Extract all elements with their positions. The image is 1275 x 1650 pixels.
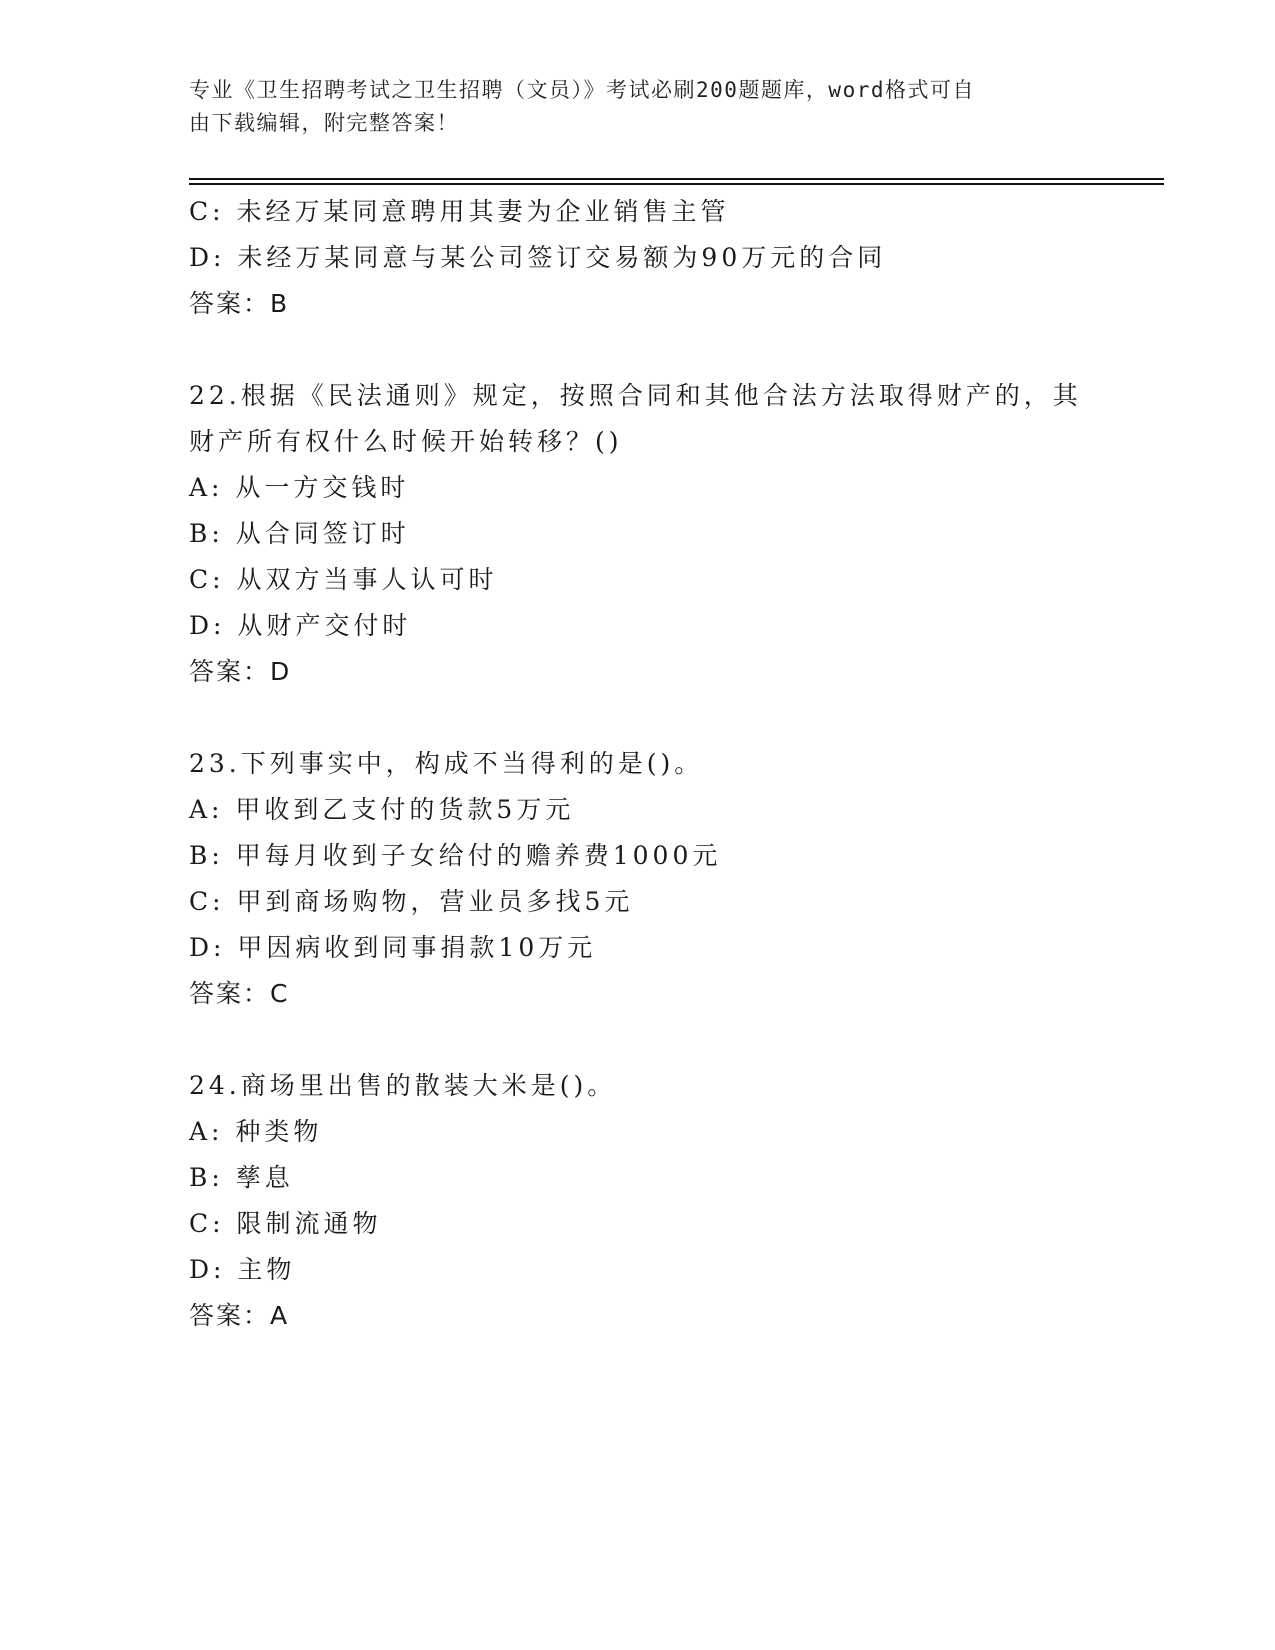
- spacer: [189, 327, 1089, 373]
- q22-option-a: A: 从一方交钱时: [189, 473, 410, 502]
- q23-answer: 答案：C: [189, 979, 290, 1008]
- q24-option-a: A: 种类物: [189, 1117, 323, 1146]
- spacer: [189, 695, 1089, 741]
- q23-option-d: D: 甲因病收到同事捐款10万元: [189, 933, 597, 962]
- header-divider-bottom: [189, 183, 1164, 185]
- q24-option-c: C: 限制流通物: [189, 1209, 382, 1238]
- header-line-1: 专业《卫生招聘考试之卫生招聘（文员）》考试必刷200题题库，word格式可自: [189, 78, 975, 102]
- q21-option-c: C: 未经万某同意聘用其妻为企业销售主管: [189, 197, 730, 226]
- q22-option-d: D: 从财产交付时: [189, 611, 412, 640]
- q22-stem-line-1: 22.根据《民法通则》规定，按照合同和其他合法方法取得财产的，其: [189, 381, 1082, 410]
- q23-option-a: A: 甲收到乙支付的货款5万元: [189, 795, 575, 824]
- q21-answer: 答案：B: [189, 289, 290, 318]
- q22-option-c: C: 从双方当事人认可时: [189, 565, 498, 594]
- q22-option-b: B: 从合同签订时: [189, 519, 410, 548]
- header-line-2: 由下载编辑，附完整答案！: [189, 111, 459, 135]
- q23-stem: 23.下列事实中，构成不当得利的是()。: [189, 749, 704, 778]
- q24-answer: 答案：A: [189, 1301, 290, 1330]
- document-header: [189, 74, 1069, 140]
- q22-stem-line-2: 财产所有权什么时候开始转移？(): [189, 427, 623, 456]
- question-content: [189, 189, 1089, 1339]
- q23-option-c: C: 甲到商场购物，营业员多找5元: [189, 887, 634, 916]
- q21-option-d: D: 未经万某同意与某公司签订交易额为90万元的合同: [189, 243, 887, 272]
- q23-option-b: B: 甲每月收到子女给付的赡养费1000元: [189, 841, 722, 870]
- spacer: [189, 1017, 1089, 1063]
- q24-option-b: B: 孳息: [189, 1163, 294, 1192]
- q24-stem: 24.商场里出售的散装大米是()。: [189, 1071, 617, 1100]
- q22-answer: 答案：D: [189, 657, 292, 686]
- q24-option-d: D: 主物: [189, 1255, 296, 1284]
- header-divider-top: [189, 178, 1164, 180]
